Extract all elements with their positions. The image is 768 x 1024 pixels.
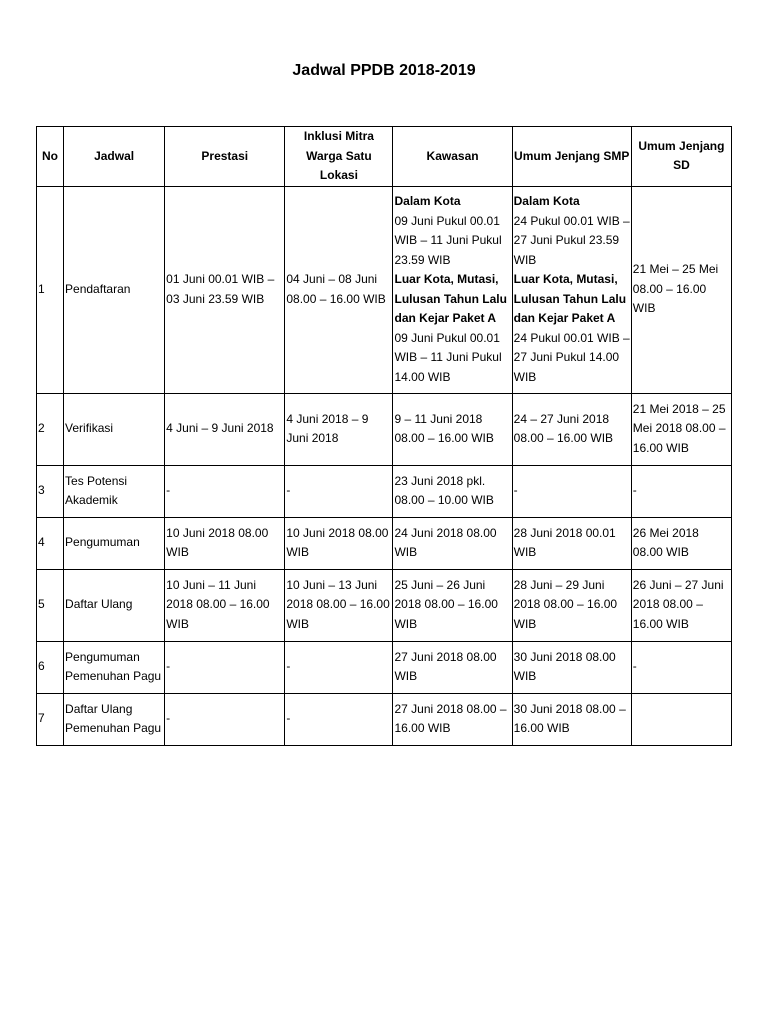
table-row [37,465,732,517]
header-kawasan: Kawasan [393,127,512,187]
cell-kawasan: 9 – 11 Juni 2018 08.00 – 16.00 WIB [393,393,512,465]
cell-jadwal: Tes Potensi Akademik [64,465,165,517]
cell-jadwal: Pendaftaran [64,186,165,393]
cell-inklusi: - [285,641,393,693]
cell-no: 3 [37,465,64,517]
header-umum-smp: Umum Jenjang SMP [512,127,631,187]
table-row [37,569,732,641]
cell-no: 7 [37,693,64,745]
cell-umum-smp: 28 Juni – 29 Juni 2018 08.00 – 16.00 WIB [512,569,631,641]
cell-umum-sd: - [631,465,731,517]
cell-umum-smp: 30 Juni 2018 08.00 WIB [512,641,631,693]
cell-umum-sd: 21 Mei 2018 – 25 Mei 2018 08.00 – 16.00 WIB [631,393,731,465]
cell-umum-sd [631,693,731,745]
cell-prestasi: - [165,641,285,693]
header-jadwal: Jadwal [64,127,165,187]
cell-kawasan: 24 Juni 2018 08.00 WIB [393,517,512,569]
cell-no: 4 [37,517,64,569]
cell-inklusi: 04 Juni – 08 Juni 08.00 – 16.00 WIB [285,186,393,393]
cell-inklusi: 10 Juni – 13 Juni 2018 08.00 – 16.00 WIB [285,569,393,641]
kawasan-dalam-kota-time: 09 Juni Pukul 00.01 WIB – 11 Juni Pukul 23.59 WIB [394,213,502,267]
cell-kawasan: 27 Juni 2018 08.00 WIB [393,641,512,693]
cell-inklusi: 4 Juni 2018 – 9 Juni 2018 [285,393,393,465]
cell-umum-sd: - [631,641,731,693]
cell-jadwal: Daftar Ulang Pemenuhan Pagu [64,693,165,745]
header-no: No [37,127,64,187]
cell-jadwal: Verifikasi [64,393,165,465]
cell-kawasan [393,186,512,393]
header-row [37,127,732,187]
cell-jadwal: Daftar Ulang [64,569,165,641]
cell-kawasan: 27 Juni 2018 08.00 – 16.00 WIB [393,693,512,745]
cell-umum-smp: 28 Juni 2018 00.01 WIB [512,517,631,569]
cell-prestasi: - [165,693,285,745]
smp-dalam-kota-time: 24 Pukul 00.01 WIB – 27 Juni Pukul 23.59 WIB [513,213,630,267]
header-prestasi: Prestasi [165,127,285,187]
cell-prestasi: - [165,465,285,517]
cell-kawasan: 25 Juni – 26 Juni 2018 08.00 – 16.00 WIB [393,569,512,641]
page-title: Jadwal PPDB 2018-2019 [292,62,476,79]
cell-no: 2 [37,393,64,465]
smp-luar-kota-label: Luar Kota, Mutasi, Lulusan Tahun Lalu dan Kejar Paket A [513,272,627,325]
cell-no: 1 [37,186,64,393]
smp-dalam-kota-label: Dalam Kota [513,194,580,208]
cell-jadwal: Pengumuman Pemenuhan Pagu [64,641,165,693]
schedule-table [36,126,732,746]
cell-inklusi: - [285,693,393,745]
cell-umum-smp: 30 Juni 2018 08.00 – 16.00 WIB [512,693,631,745]
cell-umum-smp: 24 – 27 Juni 2018 08.00 – 16.00 WIB [512,393,631,465]
cell-prestasi: 01 Juni 00.01 WIB – 03 Juni 23.59 WIB [165,186,285,393]
cell-prestasi: 10 Juni – 11 Juni 2018 08.00 – 16.00 WIB [165,569,285,641]
cell-no: 5 [37,569,64,641]
smp-luar-kota-time: 24 Pukul 00.01 WIB – 27 Juni Pukul 14.00 WIB [513,330,630,384]
table-row [37,693,732,745]
kawasan-luar-kota-label: Luar Kota, Mutasi, Lulusan Tahun Lalu dan Kejar Paket A [394,272,507,325]
table-row [37,641,732,693]
cell-inklusi: - [285,465,393,517]
cell-umum-smp: - [512,465,631,517]
cell-umum-sd: 26 Juni – 27 Juni 2018 08.00 – 16.00 WIB [631,569,731,641]
header-umum-sd: Umum Jenjang SD [631,127,731,187]
cell-umum-smp [512,186,631,393]
header-inklusi: Inklusi Mitra Warga Satu Lokasi [285,127,393,187]
cell-umum-sd: 26 Mei 2018 08.00 WIB [631,517,731,569]
kawasan-dalam-kota-label: Dalam Kota [394,194,461,208]
cell-kawasan: 23 Juni 2018 pkl. 08.00 – 10.00 WIB [393,465,512,517]
cell-no: 6 [37,641,64,693]
kawasan-luar-kota-time: 09 Juni Pukul 00.01 WIB – 11 Juni Pukul 14.00 WIB [394,330,502,384]
cell-prestasi: 4 Juni – 9 Juni 2018 [165,393,285,465]
cell-jadwal: Pengumuman [64,517,165,569]
cell-prestasi: 10 Juni 2018 08.00 WIB [165,517,285,569]
table-row [37,186,732,393]
table-row [37,517,732,569]
table-row [37,393,732,465]
cell-umum-sd: 21 Mei – 25 Mei 08.00 – 16.00 WIB [631,186,731,393]
cell-inklusi: 10 Juni 2018 08.00 WIB [285,517,393,569]
